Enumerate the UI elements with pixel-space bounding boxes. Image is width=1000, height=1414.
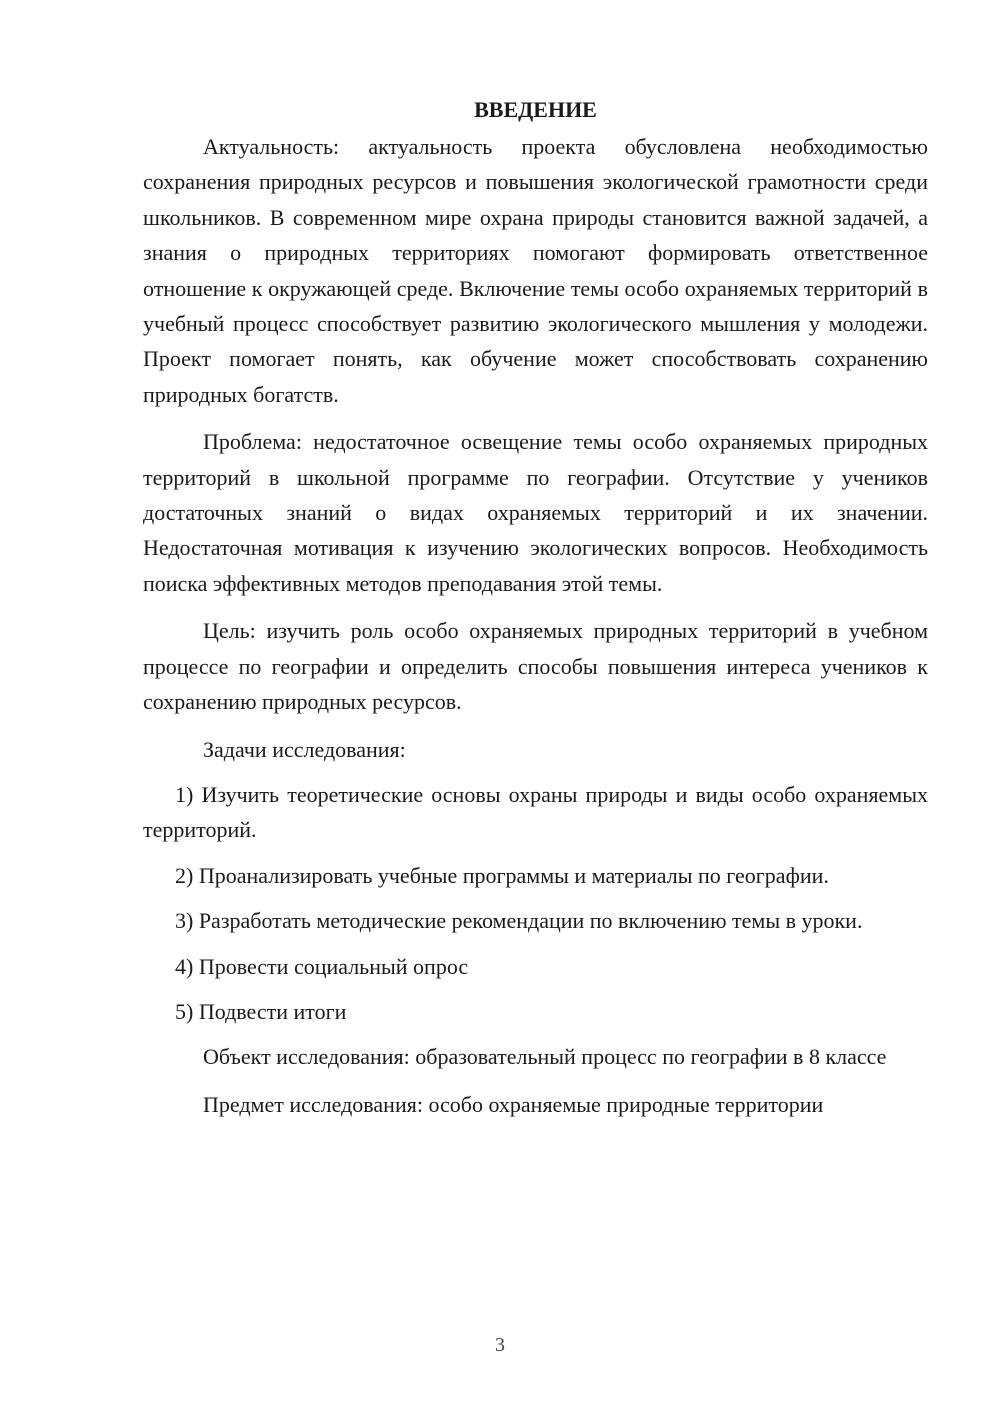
task-item-5: 5) Подвести итоги bbox=[175, 998, 347, 1024]
relevance-paragraph: Актуальность: актуальность проекта обусловлена необходимостью сохранения природных ресурсов и повышения экологической грамотности среди школьников. В современном мире охрана природы становится важной задачей, а знания о природных территориях помогают формировать ответственное отношение к окружающей среде. Включение темы особо охраняемых территорий в учебный процесс способствует развитию экологического мышления у молодежи. Проект помогает понять, как обучение может способствовать сохранению природных богатств. bbox=[143, 134, 928, 407]
object-paragraph: Объект исследования: образовательный процесс по географии в 8 классе bbox=[203, 1044, 887, 1070]
task-item-2: 2) Проанализировать учебные программы и материалы по географии. bbox=[175, 862, 829, 888]
section-heading: ВВЕДЕНИЕ bbox=[474, 97, 597, 122]
problem-paragraph: Проблема: недостаточное освещение темы особо охраняемых природных территорий в школьной программе по географии. Отсутствие у учеников достаточных знаний о видах охраняемых территорий и их значении. Недостаточная мотивация к изучению экологических вопросов. Необходимость поиска эффективных методов преподавания этой темы. bbox=[143, 429, 928, 596]
goal-paragraph: Цель: изучить роль особо охраняемых природных территорий в учебном процессе по географии и определить способы повышения интереса учеников к сохранению природных ресурсов. bbox=[143, 618, 928, 715]
task-item-4: 4) Провести социальный опрос bbox=[175, 953, 469, 979]
page-number: 3 bbox=[495, 1334, 505, 1356]
task-item-1: 1) Изучить теоретические основы охраны природы и виды особо охраняемых территорий. bbox=[143, 781, 928, 843]
task-item-3: 3) Разработать методические рекомендации по включению темы в уроки. bbox=[175, 908, 863, 934]
page-content bbox=[143, 92, 928, 1122]
subject-paragraph: Предмет исследования: особо охраняемые природные территории bbox=[203, 1091, 824, 1117]
tasks-title: Задачи исследования: bbox=[203, 736, 406, 762]
